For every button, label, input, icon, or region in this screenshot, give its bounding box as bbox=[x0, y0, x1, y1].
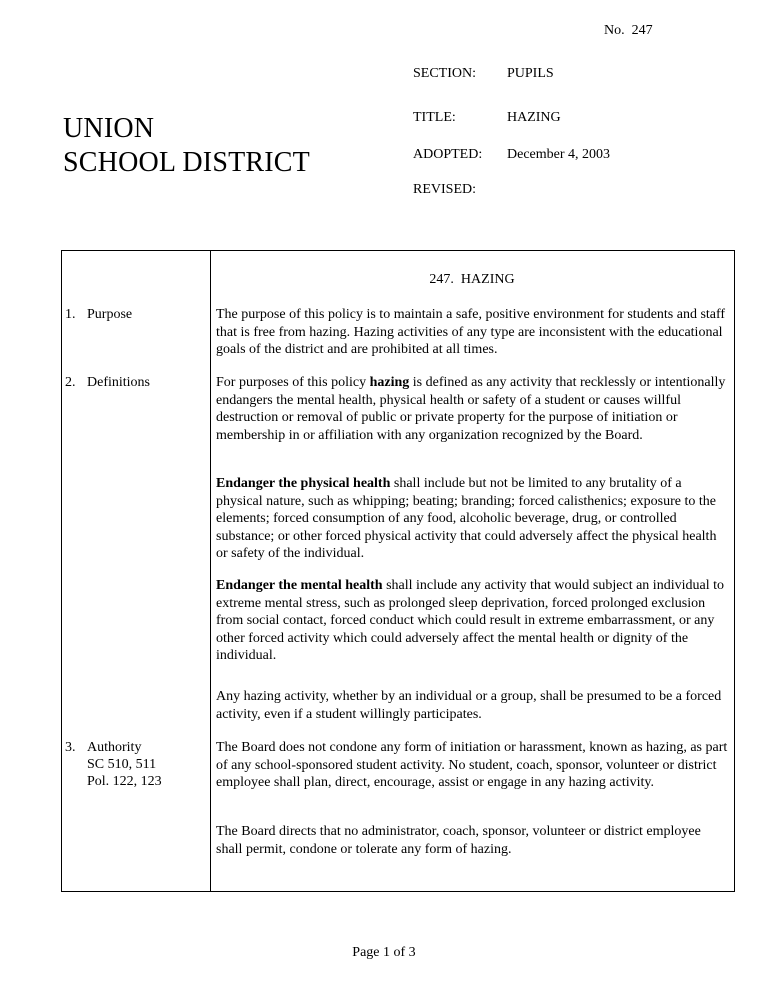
meta-adopted-value: December 4, 2003 bbox=[507, 147, 611, 162]
mental-health-paragraph bbox=[216, 577, 730, 665]
section-number: 2. bbox=[65, 375, 76, 390]
section-number: 3. bbox=[65, 740, 76, 755]
district-name bbox=[63, 112, 310, 180]
physical-health-term: Endanger the physical health bbox=[216, 476, 391, 491]
section-name: Purpose bbox=[87, 307, 133, 322]
section-name: Authority bbox=[87, 740, 142, 755]
section-label-definitions bbox=[65, 374, 150, 391]
definitions-text: is defined as any activity that recklessly or intentionally endangers the mental health, physical health or safety of a student or causes willful destruction or removal of public or private property for the purpose of initiation or membership in or affiliation with any organization recognized by the Board. bbox=[216, 375, 726, 443]
forced-activity-paragraph: Any hazing activity, whether by an individual or a group, shall be presumed to be a forced activity, even if a student willingly participates. bbox=[216, 689, 722, 722]
mental-health-term: Endanger the mental health bbox=[216, 578, 383, 593]
meta-title-value: HAZING bbox=[507, 110, 561, 125]
district-name-line2: SCHOOL DISTRICT bbox=[63, 147, 310, 178]
page-number: Page 1 of 3 bbox=[352, 945, 416, 960]
definitions-term-hazing: hazing bbox=[369, 375, 410, 390]
purpose-paragraph: The purpose of this policy is to maintain a safe, positive environment for students and staff that is free from hazing. Hazing activities of any type are inconsistent with the educational goals of the district and are prohibited at all times. bbox=[216, 307, 726, 358]
section-number: 1. bbox=[65, 307, 76, 322]
meta-section-label: SECTION: bbox=[413, 66, 476, 81]
meta-section-value: PUPILS bbox=[507, 66, 554, 81]
authority-paragraph-1: The Board does not condone any form of initiation or harassment, known as hazing, as part of any school-sponsored student activity. No student, coach, sponsor, volunteer or district employee shall plan, direct, encourage, assist or engage in any hazing activity. bbox=[216, 740, 728, 791]
meta-adopted-label: ADOPTED: bbox=[413, 147, 483, 162]
physical-health-text: shall include but not be limited to any brutality of a physical nature, such as whipping; beating; branding; forced calisthenics; exposure to the elements; forced consumption of any food, alcoholic beverage, drug, or controlled substance; or other forced physical activity that could adversely affect the physical health or safety of the individual. bbox=[216, 476, 717, 562]
meta-revised-label: REVISED: bbox=[413, 182, 476, 197]
policy-title: 247. HAZING bbox=[429, 272, 515, 287]
policy-number: No. 247 bbox=[604, 23, 653, 38]
column-divider bbox=[210, 251, 211, 891]
mental-health-text: shall include any activity that would subject an individual to extreme mental stress, such as prolonged sleep deprivation, forced prolonged exclusion from social contact, forced conduct which could result in extreme embarrassment, or any other forced activity which could adversely affect the mental health or dignity of the individual. bbox=[216, 578, 724, 664]
authority-reference: Pol. 122, 123 bbox=[87, 774, 162, 789]
section-label-purpose bbox=[65, 306, 132, 323]
definitions-intro: For purposes of this policy bbox=[216, 375, 370, 390]
meta-title-label: TITLE: bbox=[413, 110, 456, 125]
section-label-authority bbox=[65, 739, 162, 790]
physical-health-paragraph bbox=[216, 475, 730, 563]
authority-reference: SC 510, 511 bbox=[87, 757, 157, 772]
section-name: Definitions bbox=[87, 375, 150, 390]
policy-body-box bbox=[61, 250, 735, 892]
district-name-line1: UNION bbox=[63, 113, 155, 144]
definitions-paragraph bbox=[216, 374, 730, 444]
authority-paragraph-2: The Board directs that no administrator, coach, sponsor, volunteer or district employee shall permit, condone or tolerate any form of hazing. bbox=[216, 824, 701, 857]
